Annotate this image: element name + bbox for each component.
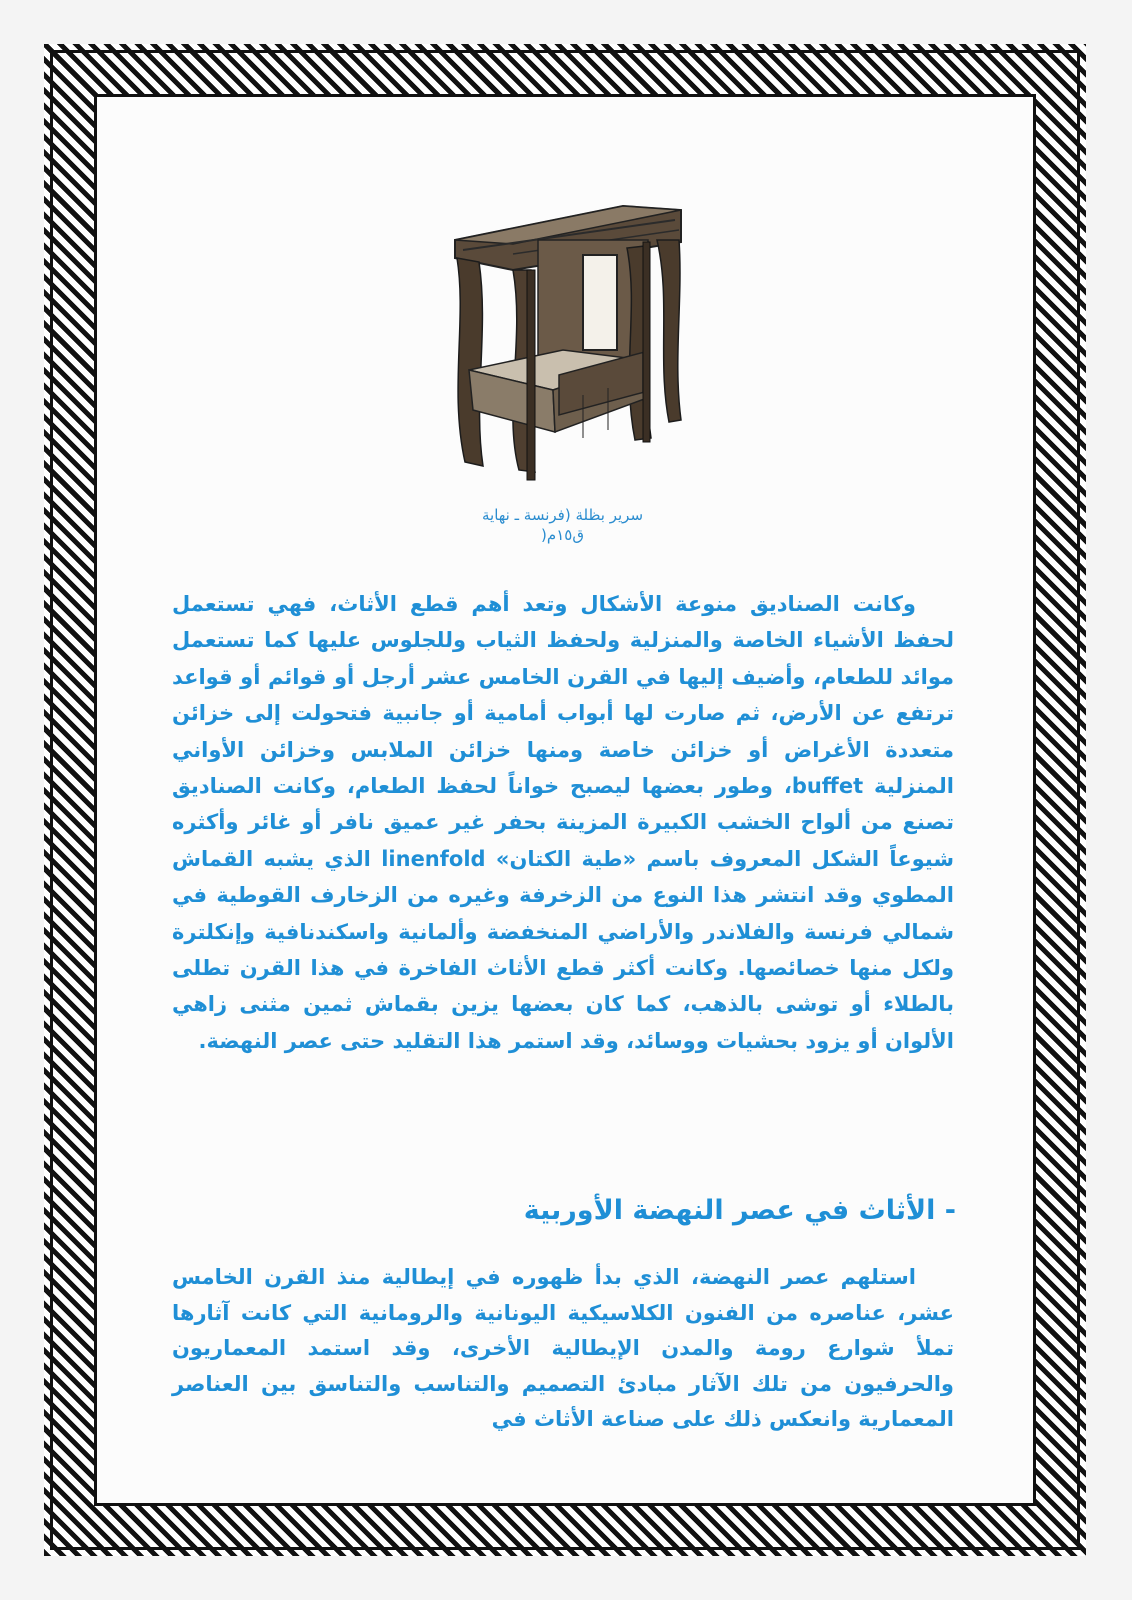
section-heading: - الأثاث في عصر النهضة الأوربية bbox=[523, 1195, 956, 1226]
paragraph-1-text: وكانت الصناديق منوعة الأشكال وتعد أهم قطع الأثاث، فهي تستعمل لحفظ الأشياء الخاصة والمنزلية ولحفظ الثياب وللجلوس عليها كما تستعمل موائد للطعام، وأضيف إليها في القرن الخامس عشر أرجل أو قوائم أو قواعد ترتفع عن الأرض، ثم صارت لها أبواب أمامية أو جانبية فتحولت إلى خزائن متعددة الأغراض أو خزائن خاصة ومنها خزائن الملابس وخزائن الأواني المنزلية buffet، وطور بعضها ليصبح خواناً لحفظ الطعام، وكانت الصناديق تصنع من ألواح الخشب الكبيرة المزينة بحفر غير عميق نافر أو غائر وأكثره شيوعاً الشكل المعروف باسم «طية الكتان» linenfold الذي يشبه القماش المطوي وقد انتشر هذا النوع من الزخرفة وغيره من الزخارف القوطية في شمالي فرنسة والفلاندر والأراضي المنخفضة وألمانية واسكندنافية وإنكلترة ولكل منها خصائصها. وكانت أكثر قطع الأثاث الفاخرة في هذا القرن تطلى بالطلاء أو توشى بالذهب، كما كان بعضها يزين بقماش ثمين مثنى زاهي الألوان أو يزود بحشيات ووسائد، وقد استمر هذا التقليد حتى عصر النهضة. bbox=[172, 592, 954, 1053]
caption-line-2: ق١٥م( bbox=[541, 526, 584, 544]
caption-line-1: سرير بظلة (فرنسة ـ نهاية bbox=[481, 506, 644, 524]
figure-caption bbox=[420, 505, 705, 545]
body-paragraph-1 bbox=[172, 586, 954, 1059]
canopy-bed-illustration bbox=[443, 200, 683, 490]
body-paragraph-2 bbox=[172, 1260, 954, 1438]
paragraph-2-text: استلهم عصر النهضة، الذي بدأ ظهوره في إيطالية منذ القرن الخامس عشر، عناصره من الفنون الكلاسيكية اليونانية والرومانية التي كانت آثارها تملأ شوارع رومة والمدن الإيطالية الأخرى، وقد استمد المعماريون والحرفيون من تلك الآثار مبادئ التصميم والتناسب والتناسق بين العناصر المعمارية وانعكس ذلك على صناعة الأثاث في bbox=[172, 1265, 954, 1432]
